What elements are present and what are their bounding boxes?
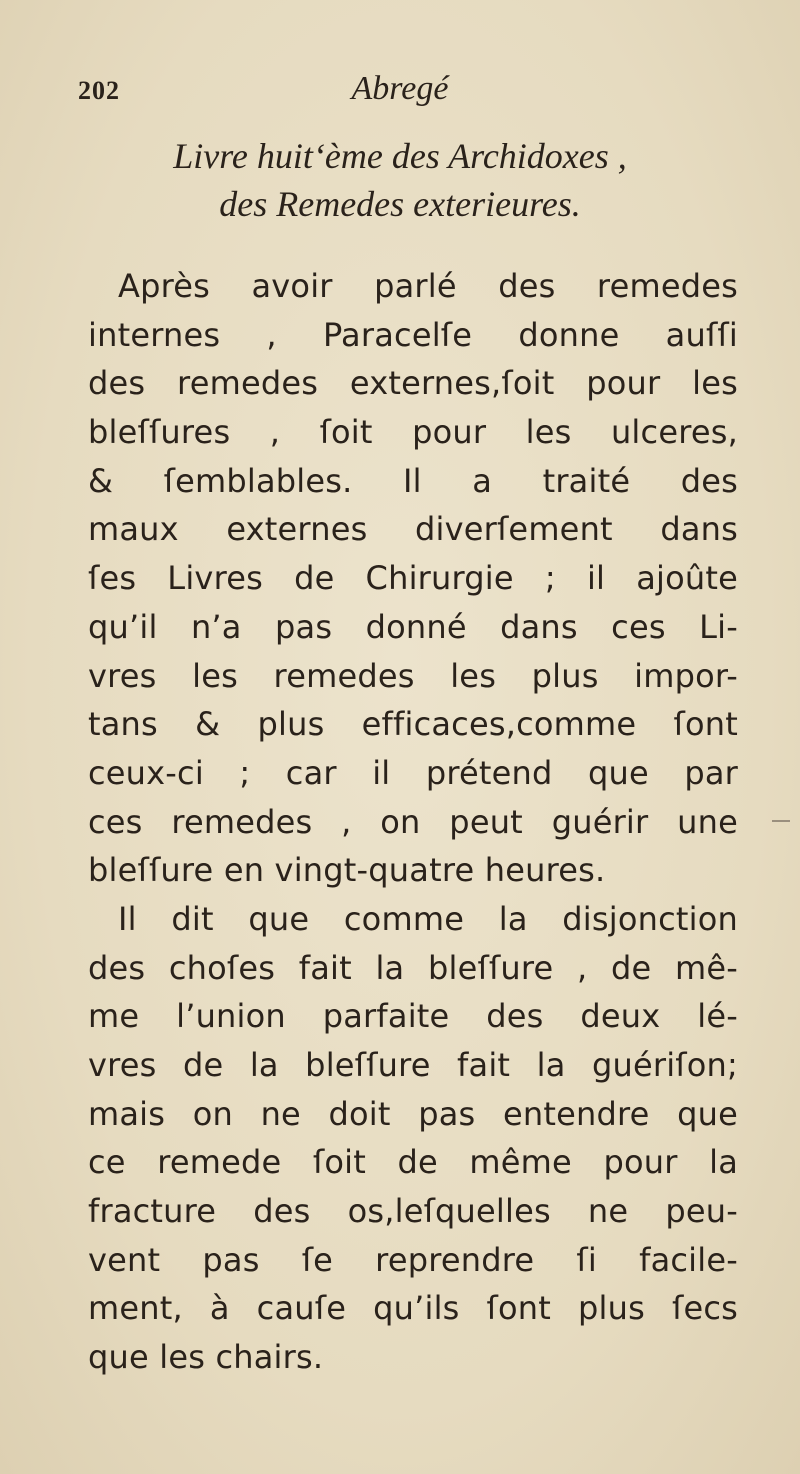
running-head: Abregé <box>351 70 449 107</box>
text-line: des remedes externes,ſoit pour les <box>88 364 738 403</box>
margin-dash-mark <box>772 820 790 822</box>
text-line: ſes Livres de Chirurgie ; il ajoûte <box>88 559 738 598</box>
text-line: & ſemblables. Il a traité des <box>88 461 738 500</box>
text-line: internes , Paracelſe donne auſſi <box>88 315 738 354</box>
text-line: bleſſure en vingt-quatre heures. <box>88 851 606 890</box>
text-line: ceux-ci ; car il prétend que par <box>88 753 738 792</box>
text-line: ces remedes , on peut guérir une <box>88 802 738 841</box>
text-line: Après avoir parlé des remedes <box>118 267 738 305</box>
chapter-title <box>0 132 800 228</box>
text-line: qu’il n’a pas donné dans ces Li- <box>88 607 738 646</box>
text-line: me l’union parfaite des deux lé- <box>88 997 738 1036</box>
text-line: ce remede ſoit de même pour la <box>88 1143 738 1182</box>
text-line: ment, à cauſe qu’ils ſont plus ſecs <box>88 1289 738 1328</box>
text-line: vent pas ſe reprendre ſi facile- <box>88 1240 738 1279</box>
text-line: vres de la bleſſure fait la guériſon; <box>88 1046 738 1084</box>
text-line: fracture des os,leſquelles ne peu- <box>88 1192 738 1231</box>
text-line: tans & plus efficaces,comme ſont <box>88 705 738 744</box>
chapter-title-line-1: Livre huit‘ème des Archidoxes , <box>173 136 627 176</box>
text-line: des choſes fait la bleſſure , de mê- <box>88 948 738 987</box>
text-line: Il dit que comme la disjonction <box>118 899 738 938</box>
chapter-title-line-2: des Remedes exterieures. <box>219 184 581 224</box>
text-line: bleſſures , ſoit pour les ulceres, <box>88 413 738 452</box>
text-line: que les chairs. <box>88 1338 324 1377</box>
page-number: 202 <box>78 76 120 105</box>
text-line: vres les remedes les plus impor- <box>88 656 738 695</box>
page-header <box>0 68 800 118</box>
text-line: maux externes diverſement dans <box>88 510 738 549</box>
body-text <box>88 262 738 1382</box>
text-line: mais on ne doit pas entendre que <box>88 1094 738 1133</box>
